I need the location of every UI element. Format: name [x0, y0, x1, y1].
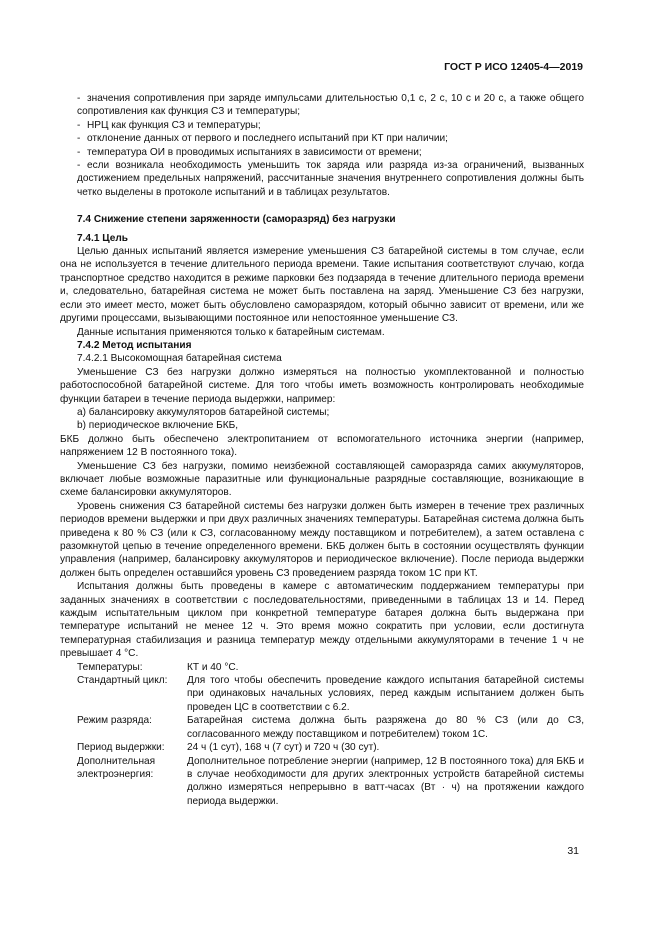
param-row: Стандартный цикл: Для того чтобы обеспечить проведение каждого испытания батарейной системы при одинаковых начальных условиях, перед каждым испытанием должен быть проведен ЦС в соответствии с 6.2. — [77, 675, 584, 713]
paragraph: Уровень снижения СЗ батарейной системы без нагрузки должен быть измерен в течение трех различных периодов времени выдержки и при двух различных значениях температуры. Батарейная система должна быть приведена к 80 % СЗ (или к СЗ, согласованному между поставщиком и потребителем), а затем оставлена с разомкнутой цепью в течение определенного времени. БКБ должен быть в состоянии осуществлять функции управления (например, балансировку аккумуляторов и периодическое включение). После периода выдержки должен быть определен оставшийся уровень СЗ проведением разряда током 1C при КТ. — [60, 500, 584, 579]
subsection-heading-goal: 7.4.1 Цель — [77, 232, 128, 244]
subsubsection-heading: 7.4.2.1 Высокомощная батарейная система — [77, 353, 282, 365]
bullet-item: - если возникала необходимость уменьшить ток заряда или разряда из-за ограничений, вызванных достижением предельных напряжений, рассчитанные значения внутреннего сопротивления должны быть четко выделены в протоколе испытаний и в таблицах результатов. — [77, 160, 584, 198]
page-content — [60, 92, 584, 808]
bullet-item: - отклонение данных от первого и последнего испытаний при КТ при наличии; — [77, 133, 448, 145]
param-row: Температуры: КТ и 40 °С. — [77, 661, 239, 673]
list-item-a: а) балансировку аккумуляторов батарейной системы; — [77, 406, 330, 418]
param-row: Дополнительная электроэнергия: Дополнительное потребление энергии (например, 12 В постоянного тока) для БКБ и в случае необходимости для других электронных устройств батарейной системы должно измеряться непрерывно в ватт-часах (Вт · ч) на протяжении каждого периода выдержки. — [77, 755, 584, 807]
paragraph: Испытания должны быть проведены в камере с автоматическим поддержанием температуры при заданных значениях в соответствии с последовательностями, приведенными в таблицах 13 и 14. Перед каждым испытательным циклом при конкретной температуре батарея должна быть выдержана при температуре испытаний не менее 12 ч. Это время можно сократить при условии, если достигнута температурная стабилизация и разница температур между отдельными аккумуляторами в течение 1 ч не превышает 4 °С. — [60, 581, 584, 660]
paragraph: Целью данных испытаний является измерение уменьшения СЗ батарейной системы в том случае, если она не используется в течение длительного периода времени. Такие испытания соответствуют случаю, когда транспортное средство находится в режиме парковки без подзаряда в течение длительного периода времени и, следовательно, батарейная система не может быть поставлена на заряд. Уменьшение СЗ без нагрузки, если это имеет место, может быть обусловлено саморазрядом, который обычно зависит от времени, или же другими процессами, вызывающими постоянное или непостоянное уменьшение СЗ. — [60, 246, 584, 325]
bullet-item: - температура ОИ в проводимых испытаниях в зависимости от времени; — [77, 146, 422, 158]
page-number: 31 — [567, 845, 579, 857]
section-heading: 7.4 Снижение степени заряженности (саморазряд) без нагрузки — [77, 214, 396, 226]
paragraph: Уменьшение СЗ без нагрузки, помимо неизбежной составляющей саморазряда самих аккумуляторов, включает любые возможные паразитные или функциональные разрядные составляющие, возникающие в схеме балансировки аккумуляторов. — [60, 460, 584, 499]
paragraph: БКБ должно быть обеспечено электропитанием от вспомогательного источника энергии (например, напряжением 12 В постоянного тока). — [60, 433, 584, 459]
standard-code: ГОСТ Р ИСО 12405-4—2019 — [444, 61, 583, 73]
paragraph: Данные испытания применяются только к батарейным системам. — [77, 326, 385, 338]
list-item-b: b) периодическое включение БКБ, — [77, 420, 239, 432]
paragraph: Уменьшение СЗ без нагрузки должно измеряться на полностью укомплектованной и полностью работоспособной батарейной системе. Для того чтобы иметь возможность контролировать необходимые функции батареи в течение периода выдержки, например: — [60, 366, 584, 405]
bullet-item: - значения сопротивления при заряде импульсами длительностью 0,1 с, 2 с, 10 с и 20 с, а также общего сопротивления как функция СЗ и температуры; — [77, 93, 584, 118]
param-row: Период выдержки: 24 ч (1 сут), 168 ч (7 сут) и 720 ч (30 сут). — [77, 742, 380, 754]
subsection-heading-method: 7.4.2 Метод испытания — [77, 339, 192, 351]
bullet-item: - НРЦ как функция СЗ и температуры; — [77, 119, 261, 131]
param-row: Режим разряда: Батарейная система должна быть разряжена до 80 % СЗ (или до СЗ, согласованного между поставщиком и потребителем) током 1C. — [77, 715, 584, 740]
